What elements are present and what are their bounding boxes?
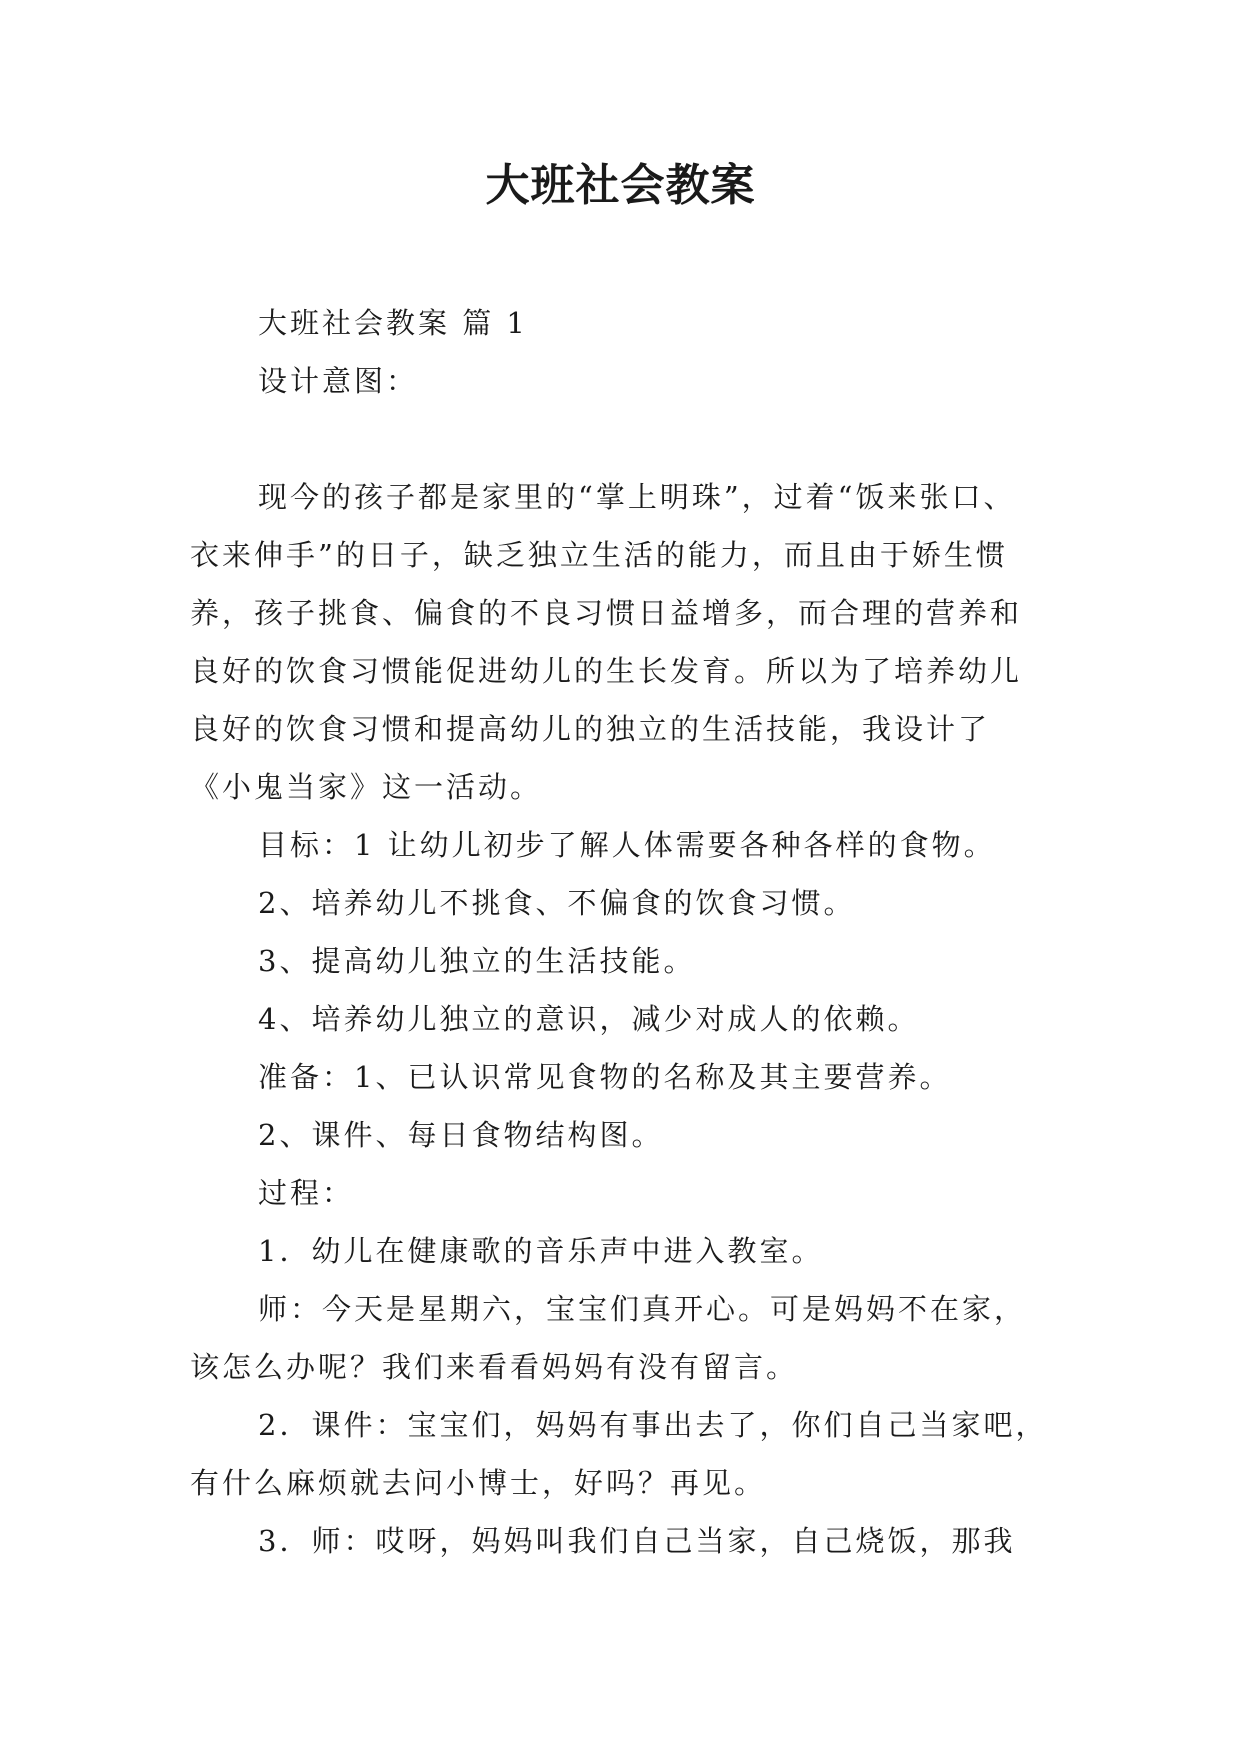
paragraph-line: 衣来伸手”的日子，缺乏独立生活的能力，而且由于娇生惯	[190, 538, 1008, 572]
paragraph-line: 有什么麻烦就去问小博士，好吗？再见。	[190, 1466, 767, 1500]
paragraph-line: 过程：	[258, 1176, 355, 1210]
paragraph-line: 良好的饮食习惯和提高幼儿的独立的生活技能，我设计了	[190, 712, 991, 746]
paragraph-line: 该怎么办呢？我们来看看妈妈有没有留言。	[190, 1350, 799, 1384]
paragraph-line: 《小鬼当家》这一活动。	[190, 770, 543, 804]
blank-line	[190, 410, 1065, 468]
paragraph-line: 2．课件：宝宝们，妈妈有事出去了，你们自己当家吧，	[258, 1408, 1048, 1442]
paragraph-line: 2、培养幼儿不挑食、不偏食的饮食习惯。	[258, 886, 856, 920]
paragraph-line: 1．幼儿在健康歌的音乐声中进入教室。	[258, 1234, 824, 1268]
section-heading: 大班社会教案 篇 1	[258, 306, 528, 340]
paragraph-line: 设计意图：	[258, 364, 419, 398]
paragraph-line: 3、提高幼儿独立的生活技能。	[258, 944, 696, 978]
document-title: 大班社会教案	[485, 160, 756, 211]
paragraph-line: 师：今天是星期六，宝宝们真开心。可是妈妈不在家，	[258, 1292, 1027, 1326]
paragraph-line: 4、培养幼儿独立的意识，减少对成人的依赖。	[258, 1002, 920, 1036]
paragraph-line: 养，孩子挑食、偏食的不良习惯日益增多，而合理的营养和	[190, 596, 1023, 630]
paragraph-line: 现今的孩子都是家里的“掌上明珠”，过着“饭来张口、	[258, 480, 1016, 514]
document-body	[190, 294, 1065, 1570]
paragraph-line: 2、课件、每日食物结构图。	[258, 1118, 664, 1152]
paragraph-line: 目标：1 让幼儿初步了解人体需要各种各样的食物。	[258, 828, 996, 862]
paragraph-line: 准备：1、已认识常见食物的名称及其主要营养。	[258, 1060, 952, 1094]
paragraph-line: 3．师：哎呀，妈妈叫我们自己当家，自己烧饭，那我	[258, 1524, 1016, 1558]
paragraph-line: 良好的饮食习惯能促进幼儿的生长发育。所以为了培养幼儿	[190, 654, 1023, 688]
